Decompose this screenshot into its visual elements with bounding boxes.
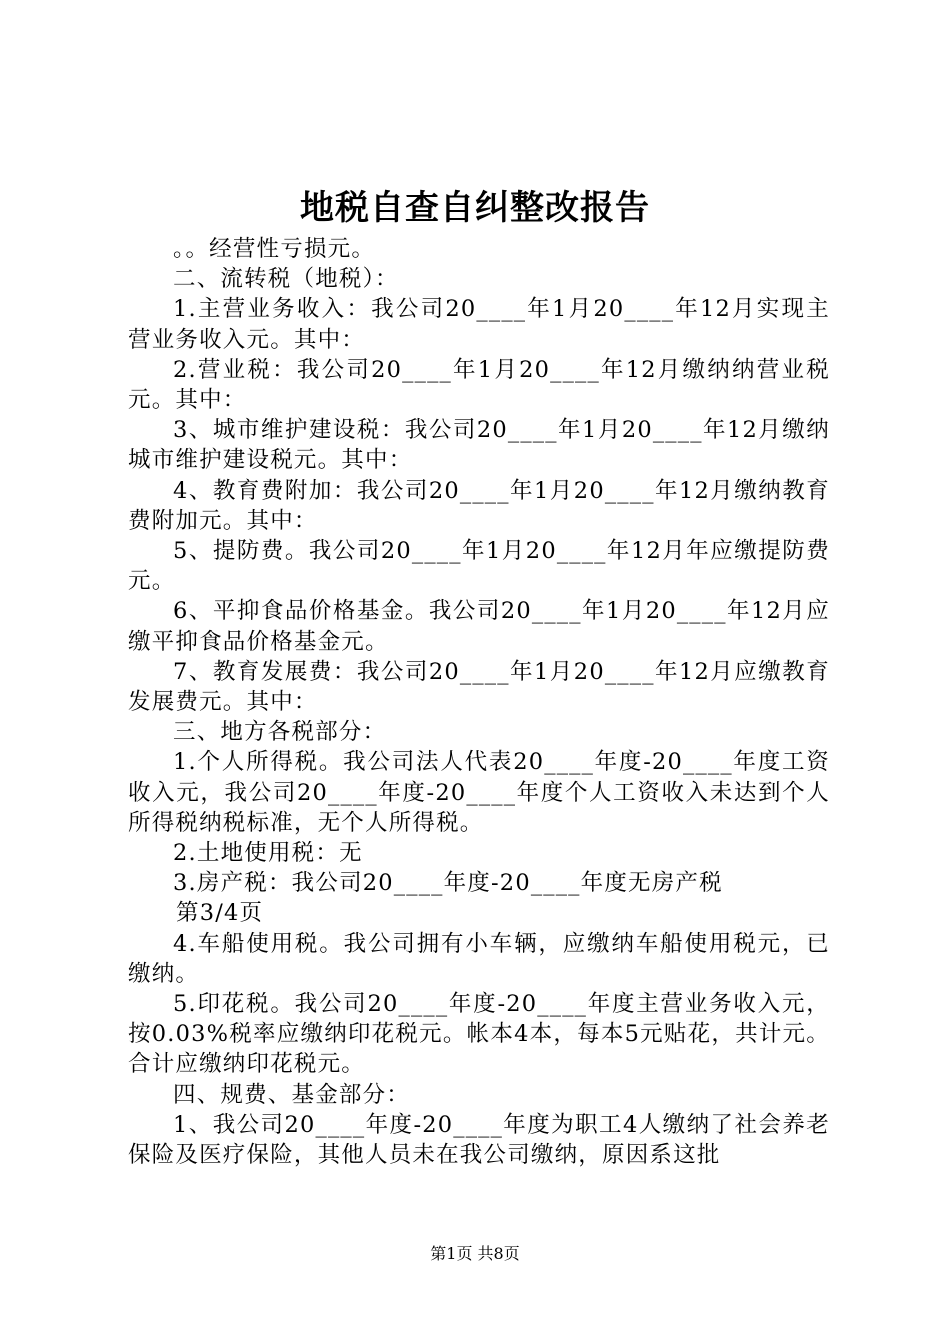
paragraph: 5、提防费。我公司20____年1月20____年12月年应缴提防费元。 bbox=[128, 538, 830, 595]
paragraph: 1、我公司20____年度-20____年度为职工4人缴纳了社会养老保险及医疗保险，其他人员未在我公司缴纳，原因系这批 bbox=[128, 1111, 830, 1169]
document-title: 地税自查自纠整改报告 bbox=[300, 188, 650, 228]
paragraph: 4.车船使用税。我公司拥有小车辆，应缴纳车船使用税元，已缴纳。 bbox=[128, 930, 830, 987]
paragraph: 4、教育费附加：我公司20____年1月20____年12月缴纳教育费附加元。其中： bbox=[128, 477, 830, 534]
paragraph: 1.个人所得税。我公司法人代表20____年度-20____年度工资收入元，我公司20____年度-20____年度个人工资收入未达到个人所得税纳税标准，无个人所得税。 bbox=[128, 749, 830, 836]
section-heading: 四、规费、基金部分： bbox=[173, 1081, 411, 1108]
section-heading: 二、流转税（地税）： bbox=[173, 266, 399, 293]
paragraph: 3、城市维护建设税：我公司20____年1月20____年12月缴纳城市维护建设税元。其中： bbox=[128, 417, 830, 474]
paragraph: 2.土地使用税：无 bbox=[173, 840, 363, 867]
page-footer: 第1页 共8页 bbox=[430, 1244, 520, 1263]
paragraph: 5.印花税。我公司20____年度-20____年度主营业务收入元，按0.03%税率应缴纳印花税元。帐本4本，每本5元贴花，共计元。合计应缴纳印花税元。 bbox=[128, 991, 830, 1078]
paragraph: 3.房产税：我公司20____年度-20____年度无房产税 bbox=[173, 870, 723, 897]
section-heading: 三、地方各税部分： bbox=[173, 719, 387, 746]
paragraph: 1.主营业务收入：我公司20____年1月20____年12月实现主营业务收入元。其中： bbox=[128, 296, 830, 353]
document-body bbox=[128, 234, 830, 1170]
paragraph: 6、平抑食品价格基金。我公司20____年1月20____年12月应缴平抑食品价格基金元。 bbox=[128, 598, 830, 655]
paragraph: 2.营业税：我公司20____年1月20____年12月缴纳纳营业税元。其中： bbox=[128, 356, 830, 414]
inline-page-marker: 第3/4页 bbox=[176, 900, 264, 927]
paragraph: 。。经营性亏损元。 bbox=[173, 236, 376, 262]
paragraph: 7、教育发展费：我公司20____年1月20____年12月应缴教育发展费元。其中： bbox=[128, 658, 830, 716]
